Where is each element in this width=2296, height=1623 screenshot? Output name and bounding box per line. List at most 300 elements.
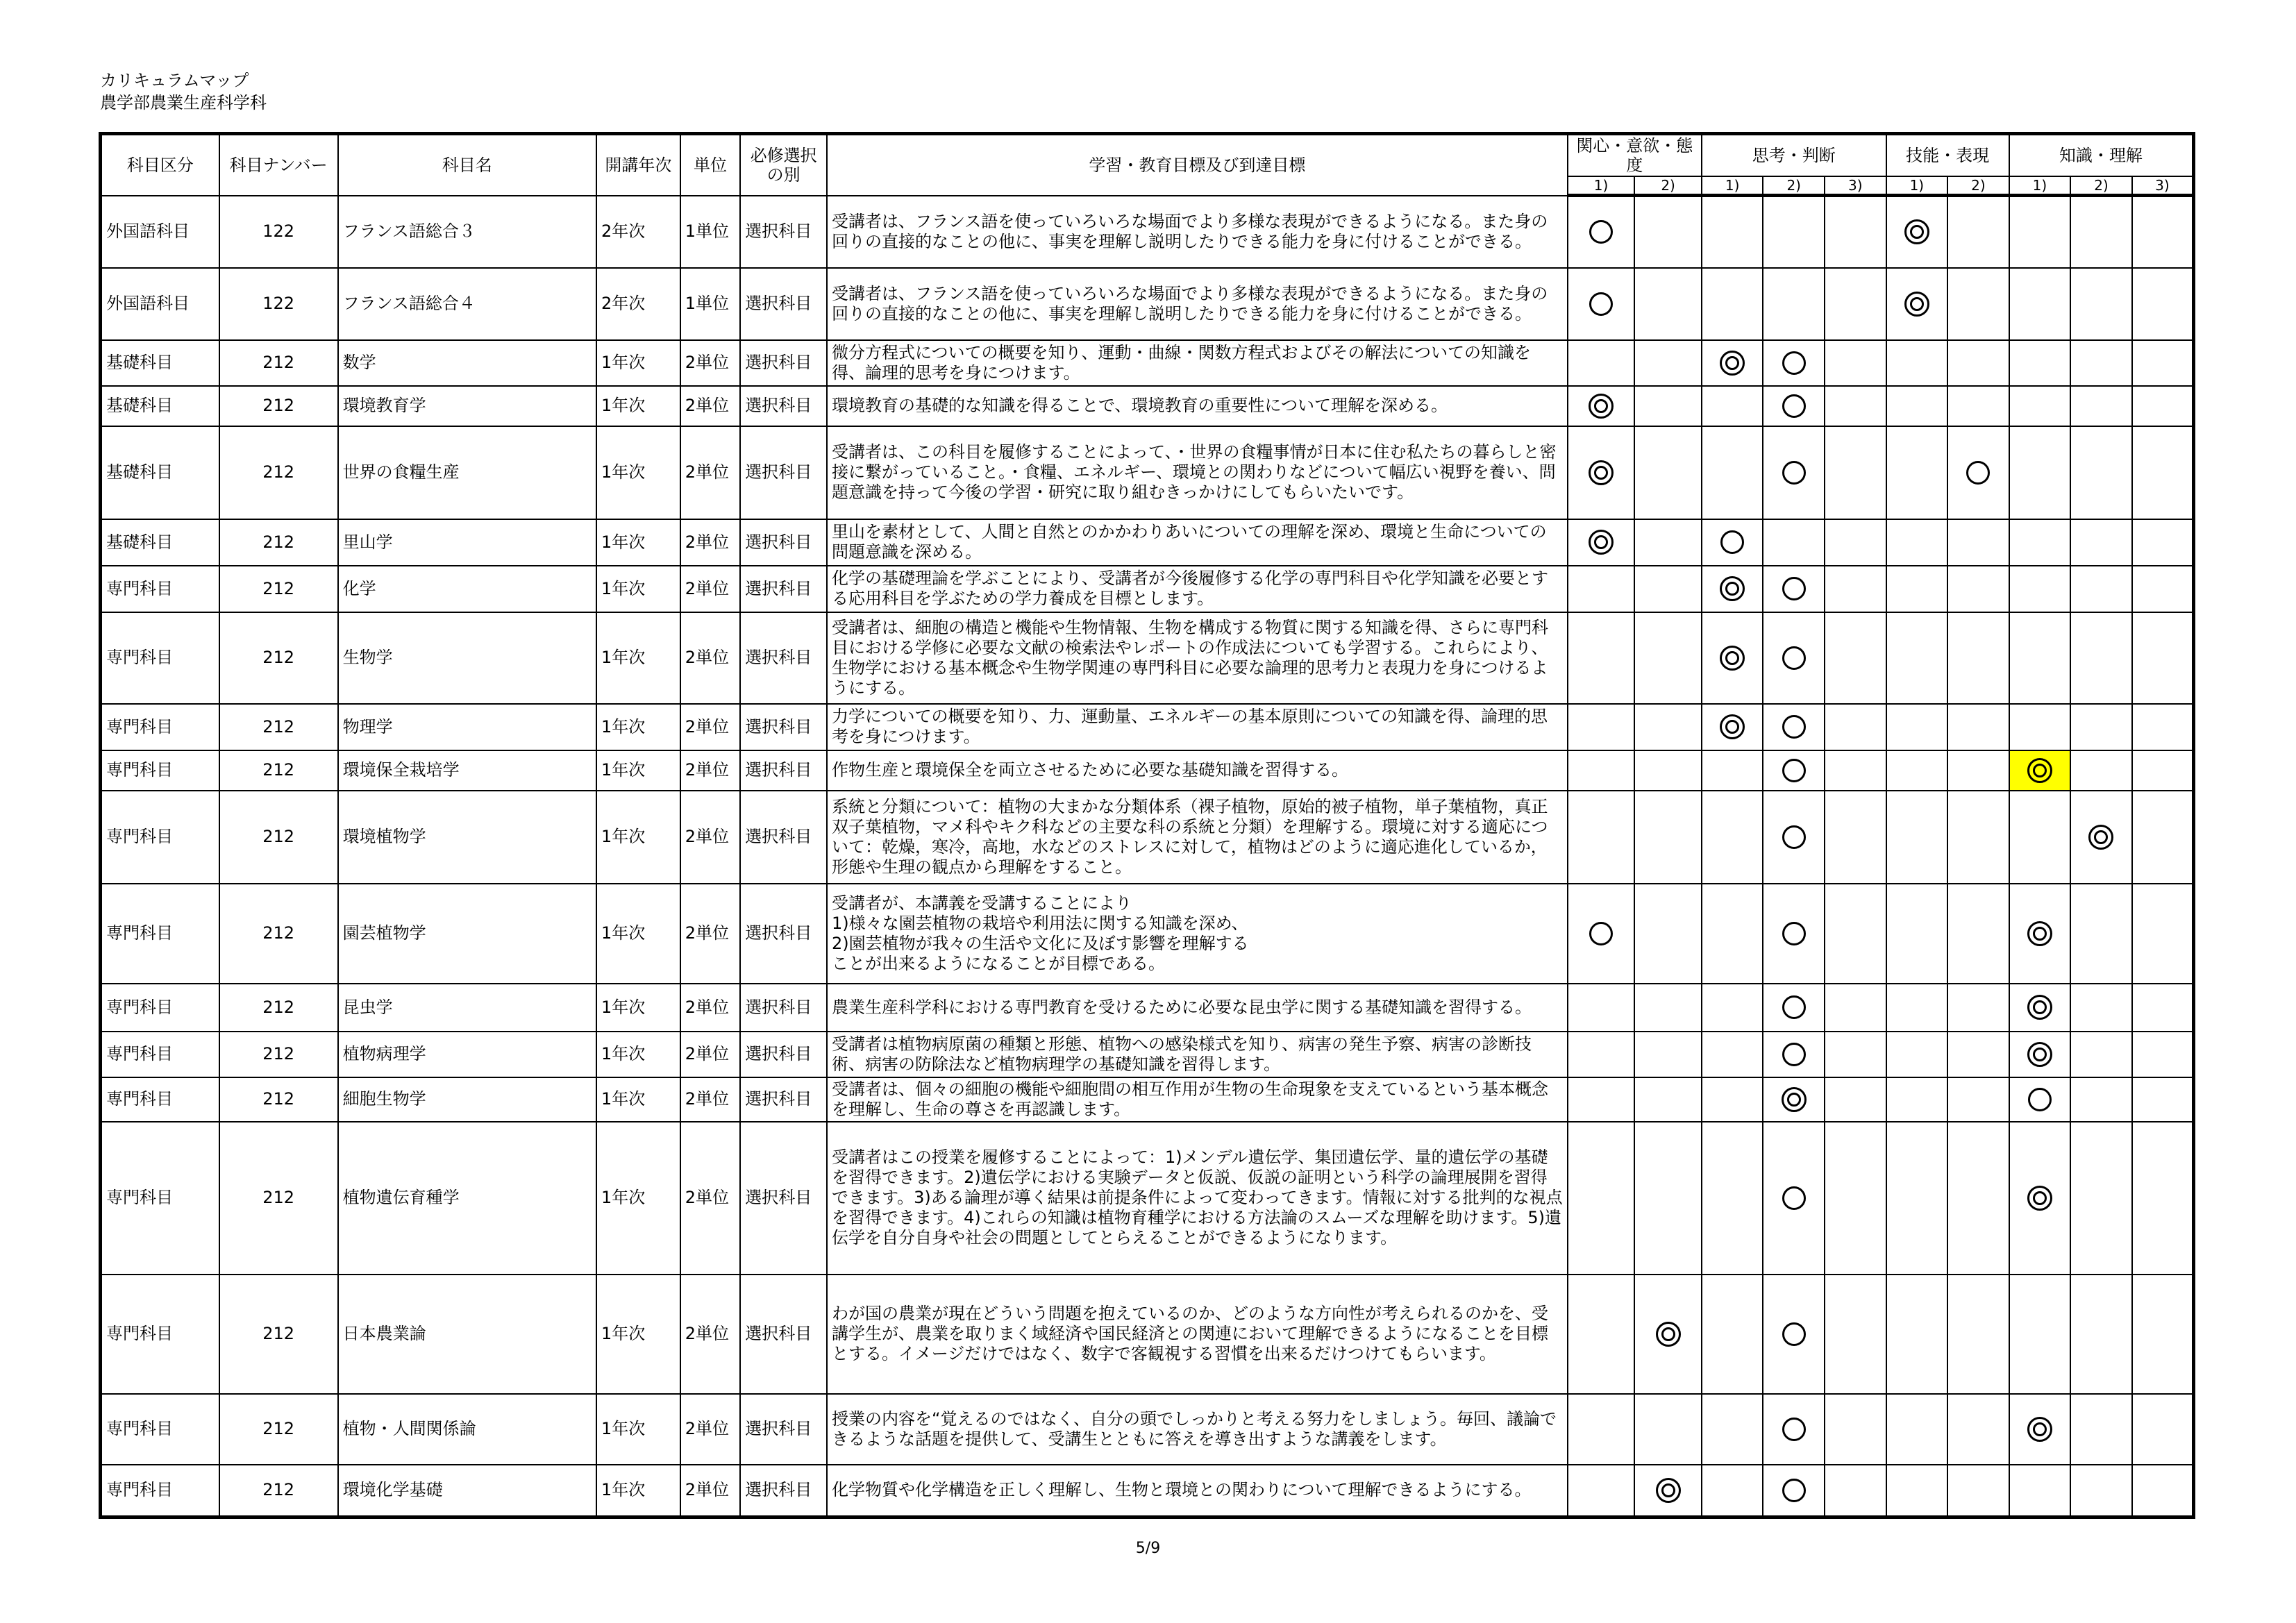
mark-cell xyxy=(1634,704,1702,750)
mark-cell xyxy=(2009,1077,2071,1122)
cell-unit: 2単位 xyxy=(680,386,741,426)
cell-number: 212 xyxy=(219,791,338,884)
double-circle-mark-icon xyxy=(1720,714,1745,739)
circle-mark-icon xyxy=(1782,394,1806,418)
cell-goal: 農業生産科学科における専門教育を受けるために必要な昆虫学に関する基礎知識を習得する。 xyxy=(827,984,1568,1032)
mark-cell xyxy=(1702,196,1763,268)
document-title: カリキュラムマップ xyxy=(100,71,249,90)
mark-cell xyxy=(2070,340,2132,386)
cell-unit: 2単位 xyxy=(680,704,741,750)
cell-goal: 受講者は、フランス語を使っていろいろな場面でより多様な表現ができるようになる。また身の回りの直接的なことの他に、事実を理解し説明したりできる能力を身に付けることができる。 xyxy=(827,268,1568,340)
double-circle-mark-icon xyxy=(2027,758,2052,783)
table-row xyxy=(101,426,2194,519)
mark-cell xyxy=(1568,268,1635,340)
double-circle-mark-icon xyxy=(2027,1417,2052,1442)
table-row xyxy=(101,1032,2194,1077)
mark-cell xyxy=(1947,984,2009,1032)
mark-cell xyxy=(1947,426,2009,519)
mark-cell xyxy=(1568,791,1635,884)
cell-goal: 受講者は、この科目を履修することによって、・世界の食糧事情が日本に住む私たちの暮らしと密接に繋がっていること。・食糧、エネルギー、環境との関わりなどについて幅広い視野を養い、問題意識を持って今後の学習・研究に取り組むきっかけにしてもらいたいです。 xyxy=(827,426,1568,519)
mark-cell xyxy=(1568,426,1635,519)
mark-cell xyxy=(1825,386,1886,426)
mark-cell xyxy=(1763,1122,1825,1275)
mark-cell xyxy=(1886,1032,1948,1077)
circle-mark-icon xyxy=(1966,461,1990,485)
mark-cell xyxy=(2132,268,2194,340)
cell-number: 122 xyxy=(219,196,338,268)
mark-cell xyxy=(1568,750,1635,791)
mark-cell xyxy=(2132,1275,2194,1394)
mark-cell xyxy=(1763,1394,1825,1465)
mark-cell xyxy=(1825,426,1886,519)
table-row xyxy=(101,519,2194,566)
cell-year: 1年次 xyxy=(596,750,680,791)
circle-mark-icon xyxy=(1782,759,1806,782)
cell-unit: 2単位 xyxy=(680,519,741,566)
mark-cell xyxy=(1886,519,1948,566)
mark-cell xyxy=(1825,1275,1886,1394)
mark-cell xyxy=(1763,704,1825,750)
mark-cell xyxy=(1568,1394,1635,1465)
mark-cell xyxy=(1886,196,1948,268)
mark-cell xyxy=(1947,519,2009,566)
department-name: 農学部農業生産科学科 xyxy=(100,93,267,112)
mark-cell xyxy=(1763,426,1825,519)
cell-year: 2年次 xyxy=(596,196,680,268)
mark-cell xyxy=(1634,519,1702,566)
mark-cell xyxy=(2009,386,2071,426)
mark-cell xyxy=(2070,1032,2132,1077)
mark-cell xyxy=(2132,196,2194,268)
mark-cell xyxy=(1886,1275,1948,1394)
mark-cell xyxy=(2132,884,2194,984)
table-row xyxy=(101,612,2194,704)
cell-category: 専門科目 xyxy=(101,1077,219,1122)
mark-cell xyxy=(2009,1122,2071,1275)
mark-cell xyxy=(2070,884,2132,984)
cell-unit: 1単位 xyxy=(680,268,741,340)
table-row xyxy=(101,984,2194,1032)
double-circle-mark-icon xyxy=(1720,646,1745,671)
mark-cell xyxy=(2009,1275,2071,1394)
double-circle-mark-icon xyxy=(1720,351,1745,376)
mark-cell xyxy=(2132,612,2194,704)
cell-unit: 2単位 xyxy=(680,1122,741,1275)
cell-goal: 作物生産と環境保全を両立させるために必要な基礎知識を習得する。 xyxy=(827,750,1568,791)
mark-cell xyxy=(1634,340,1702,386)
mark-cell xyxy=(2009,1032,2071,1077)
cell-year: 1年次 xyxy=(596,340,680,386)
cell-category: 専門科目 xyxy=(101,1394,219,1465)
cell-required: 選択科目 xyxy=(740,386,827,426)
mark-cell xyxy=(1825,196,1886,268)
mark-cell xyxy=(1702,340,1763,386)
cell-name: 園芸植物学 xyxy=(338,884,596,984)
mark-cell xyxy=(1886,1465,1948,1517)
circle-mark-icon xyxy=(1782,577,1806,600)
cell-category: 専門科目 xyxy=(101,1275,219,1394)
page-header xyxy=(100,69,267,114)
cell-required: 選択科目 xyxy=(740,566,827,612)
mark-cell xyxy=(2132,340,2194,386)
cell-unit: 2単位 xyxy=(680,1077,741,1122)
circle-mark-icon xyxy=(1782,461,1806,485)
mark-cell xyxy=(2009,566,2071,612)
double-circle-mark-icon xyxy=(1904,292,1929,317)
mark-cell xyxy=(1568,386,1635,426)
table-row xyxy=(101,196,2194,268)
cell-number: 212 xyxy=(219,1077,338,1122)
cell-unit: 2単位 xyxy=(680,791,741,884)
mark-cell xyxy=(2070,1077,2132,1122)
mark-cell xyxy=(2009,984,2071,1032)
cell-goal: 力学についての概要を知り、力、運動量、エネルギーの基本原則についての知識を得、論理的思考を身につけます。 xyxy=(827,704,1568,750)
cell-name: 化学 xyxy=(338,566,596,612)
cell-required: 選択科目 xyxy=(740,612,827,704)
header-group-thinking: 思考・判断 xyxy=(1702,134,1886,177)
cell-name: フランス語総合４ xyxy=(338,268,596,340)
double-circle-mark-icon xyxy=(2027,921,2052,946)
mark-cell xyxy=(1825,1394,1886,1465)
cell-required: 選択科目 xyxy=(740,1077,827,1122)
mark-cell xyxy=(1702,1394,1763,1465)
cell-goal: 受講者は、個々の細胞の機能や細胞間の相互作用が生物の生命現象を支えているという基本概念を理解し、生命の尊さを再認識します。 xyxy=(827,1077,1568,1122)
cell-category: 基礎科目 xyxy=(101,340,219,386)
subheader: 2) xyxy=(1763,176,1825,196)
mark-cell xyxy=(1947,884,2009,984)
mark-cell xyxy=(1947,1077,2009,1122)
mark-cell xyxy=(1634,268,1702,340)
mark-cell xyxy=(2070,196,2132,268)
mark-cell xyxy=(1568,1122,1635,1275)
mark-cell xyxy=(1763,1077,1825,1122)
mark-cell xyxy=(1568,1465,1635,1517)
mark-cell xyxy=(2009,791,2071,884)
mark-cell xyxy=(2009,340,2071,386)
header-group-attitude: 関心・意欲・態度 xyxy=(1568,134,1702,177)
mark-cell xyxy=(1763,519,1825,566)
cell-category: 専門科目 xyxy=(101,1032,219,1077)
mark-cell xyxy=(2009,268,2071,340)
mark-cell xyxy=(1825,1032,1886,1077)
double-circle-mark-icon xyxy=(2027,1042,2052,1067)
cell-name: 環境化学基礎 xyxy=(338,1465,596,1517)
mark-cell xyxy=(2132,1394,2194,1465)
mark-cell xyxy=(2132,566,2194,612)
table-row xyxy=(101,1394,2194,1465)
mark-cell xyxy=(1886,791,1948,884)
table-row xyxy=(101,750,2194,791)
mark-cell xyxy=(1702,612,1763,704)
circle-mark-icon xyxy=(1782,825,1806,849)
mark-cell xyxy=(1763,750,1825,791)
mark-cell xyxy=(2132,704,2194,750)
mark-cell xyxy=(1825,984,1886,1032)
mark-cell xyxy=(1825,791,1886,884)
table-row xyxy=(101,884,2194,984)
cell-name: 環境保全栽培学 xyxy=(338,750,596,791)
mark-cell xyxy=(1763,984,1825,1032)
mark-cell xyxy=(1634,386,1702,426)
cell-required: 選択科目 xyxy=(740,984,827,1032)
cell-category: 外国語科目 xyxy=(101,268,219,340)
mark-cell xyxy=(1947,340,2009,386)
mark-cell xyxy=(2132,386,2194,426)
mark-cell xyxy=(1634,612,1702,704)
double-circle-mark-icon xyxy=(1656,1478,1681,1503)
cell-required: 選択科目 xyxy=(740,704,827,750)
mark-cell xyxy=(2009,704,2071,750)
mark-cell xyxy=(1702,268,1763,340)
cell-category: 専門科目 xyxy=(101,612,219,704)
double-circle-mark-icon xyxy=(1589,460,1614,485)
mark-cell xyxy=(2070,426,2132,519)
subheader: 2) xyxy=(1634,176,1702,196)
circle-mark-icon xyxy=(1782,351,1806,375)
mark-cell xyxy=(1763,268,1825,340)
cell-required: 選択科目 xyxy=(740,884,827,984)
cell-category: 専門科目 xyxy=(101,566,219,612)
mark-cell xyxy=(1568,1077,1635,1122)
cell-category: 専門科目 xyxy=(101,1465,219,1517)
circle-mark-icon xyxy=(1782,1418,1806,1441)
page-number: 5/9 xyxy=(1135,1540,1161,1557)
cell-name: 里山学 xyxy=(338,519,596,566)
mark-cell xyxy=(2009,196,2071,268)
mark-cell xyxy=(1763,1032,1825,1077)
cell-unit: 2単位 xyxy=(680,612,741,704)
mark-cell xyxy=(2070,704,2132,750)
mark-cell xyxy=(1763,884,1825,984)
cell-unit: 1単位 xyxy=(680,196,741,268)
cell-unit: 2単位 xyxy=(680,750,741,791)
mark-cell xyxy=(1947,386,2009,426)
table-body xyxy=(101,196,2194,1517)
mark-cell xyxy=(1825,268,1886,340)
mark-cell xyxy=(1702,519,1763,566)
mark-cell xyxy=(1702,791,1763,884)
cell-number: 212 xyxy=(219,519,338,566)
mark-cell xyxy=(1825,1465,1886,1517)
mark-cell xyxy=(1634,1465,1702,1517)
mark-cell xyxy=(2132,750,2194,791)
mark-cell xyxy=(1568,519,1635,566)
cell-goal: 化学の基礎理論を学ぶことにより、受講者が今後履修する化学の専門科目や化学知識を必要とする応用科目を学ぶための学力養成を目標とします。 xyxy=(827,566,1568,612)
double-circle-mark-icon xyxy=(1720,576,1745,601)
mark-cell xyxy=(1886,426,1948,519)
mark-cell xyxy=(1634,1394,1702,1465)
cell-year: 1年次 xyxy=(596,612,680,704)
mark-cell xyxy=(1634,1032,1702,1077)
mark-cell xyxy=(1702,1032,1763,1077)
mark-cell xyxy=(1763,196,1825,268)
cell-goal: 里山を素材として、人間と自然とのかかわりあいについての理解を深め、環境と生命についての問題意識を深める。 xyxy=(827,519,1568,566)
double-circle-mark-icon xyxy=(1589,530,1614,555)
mark-cell xyxy=(1568,1275,1635,1394)
cell-number: 212 xyxy=(219,1032,338,1077)
double-circle-mark-icon xyxy=(2027,995,2052,1020)
cell-category: 基礎科目 xyxy=(101,386,219,426)
cell-required: 選択科目 xyxy=(740,1394,827,1465)
cell-goal: 受講者はこの授業を履修することによって：1)メンデル遺伝学、集団遺伝学、量的遺伝学の基礎を習得できます。2)遺伝学における実験データと仮説、仮説の証明という科学の論理展開を習得できます。3)ある論理が導く結果は前提条件によって変わってきます。情報に対する批判的な視点を習得できます。4)これらの知識は植物育種学における方法論のスムーズな理解を助けます。5)遺伝学を自分自身や社会の問題としてとらえることができるようになります。 xyxy=(827,1122,1568,1275)
cell-unit: 2単位 xyxy=(680,1275,741,1394)
cell-required: 選択科目 xyxy=(740,1465,827,1517)
cell-year: 1年次 xyxy=(596,1077,680,1122)
mark-cell xyxy=(1702,386,1763,426)
mark-cell xyxy=(1947,1032,2009,1077)
table-row xyxy=(101,386,2194,426)
cell-year: 1年次 xyxy=(596,791,680,884)
mark-cell xyxy=(1763,1275,1825,1394)
header-unit: 単位 xyxy=(680,134,741,196)
cell-goal: わが国の農業が現在どういう問題を抱えているのか、どのような方向性が考えられるのかを、受講学生が、農業を取りまく域経済や国民経済との関連において理解できるようになることを目標とする。イメージだけではなく、数字で客観視する習慣を出来るだけつけてもらいます。 xyxy=(827,1275,1568,1394)
mark-cell xyxy=(2009,519,2071,566)
mark-cell xyxy=(2070,984,2132,1032)
mark-cell xyxy=(1763,386,1825,426)
circle-mark-icon xyxy=(1782,1186,1806,1210)
subheader: 1) xyxy=(1886,176,1948,196)
mark-cell xyxy=(1702,750,1763,791)
cell-goal: 受講者は、フランス語を使っていろいろな場面でより多様な表現ができるようになる。また身の回りの直接的なことの他に、事実を理解し説明したりできる能力を身に付けることができる。 xyxy=(827,196,1568,268)
mark-cell xyxy=(1568,984,1635,1032)
cell-number: 122 xyxy=(219,268,338,340)
table-row xyxy=(101,566,2194,612)
circle-mark-icon xyxy=(1782,1043,1806,1066)
cell-required: 選択科目 xyxy=(740,268,827,340)
cell-unit: 2単位 xyxy=(680,566,741,612)
mark-cell xyxy=(1634,426,1702,519)
cell-goal: 受講者は植物病原菌の種類と形態、植物への感染様式を知り、病害の発生予察、病害の診断技術、病害の防除法など植物病理学の基礎知識を習得します。 xyxy=(827,1032,1568,1077)
header-name: 科目名 xyxy=(338,134,596,196)
mark-cell xyxy=(2070,386,2132,426)
mark-cell xyxy=(2070,519,2132,566)
cell-year: 1年次 xyxy=(596,1032,680,1077)
cell-category: 専門科目 xyxy=(101,704,219,750)
subheader: 1) xyxy=(2009,176,2071,196)
cell-name: 日本農業論 xyxy=(338,1275,596,1394)
cell-name: フランス語総合３ xyxy=(338,196,596,268)
mark-cell xyxy=(1947,268,2009,340)
double-circle-mark-icon xyxy=(1782,1087,1807,1112)
cell-category: 専門科目 xyxy=(101,984,219,1032)
circle-mark-icon xyxy=(2028,1088,2052,1111)
cell-number: 212 xyxy=(219,704,338,750)
circle-mark-icon xyxy=(1589,922,1613,945)
mark-cell xyxy=(1763,791,1825,884)
mark-cell xyxy=(1634,884,1702,984)
cell-category: 専門科目 xyxy=(101,791,219,884)
cell-name: 環境教育学 xyxy=(338,386,596,426)
mark-cell xyxy=(1702,984,1763,1032)
mark-cell xyxy=(1947,612,2009,704)
mark-cell xyxy=(2070,1394,2132,1465)
mark-cell xyxy=(1886,884,1948,984)
mark-cell xyxy=(2009,1394,2071,1465)
mark-cell xyxy=(1886,1122,1948,1275)
cell-name: 植物遺伝育種学 xyxy=(338,1122,596,1275)
mark-cell xyxy=(1886,750,1948,791)
mark-cell xyxy=(1825,566,1886,612)
mark-cell xyxy=(1825,1122,1886,1275)
mark-cell xyxy=(1825,519,1886,566)
circle-mark-icon xyxy=(1589,220,1613,244)
cell-number: 212 xyxy=(219,426,338,519)
subheader: 3) xyxy=(2132,176,2194,196)
mark-cell xyxy=(1634,750,1702,791)
cell-unit: 2単位 xyxy=(680,340,741,386)
cell-required: 選択科目 xyxy=(740,519,827,566)
cell-number: 212 xyxy=(219,750,338,791)
cell-name: 植物病理学 xyxy=(338,1032,596,1077)
subheader: 1) xyxy=(1568,176,1635,196)
mark-cell xyxy=(1947,1275,2009,1394)
cell-year: 1年次 xyxy=(596,704,680,750)
cell-category: 外国語科目 xyxy=(101,196,219,268)
cell-required: 選択科目 xyxy=(740,1275,827,1394)
mark-cell xyxy=(1634,791,1702,884)
mark-cell xyxy=(1825,750,1886,791)
mark-cell xyxy=(1886,1077,1948,1122)
mark-cell xyxy=(1763,340,1825,386)
double-circle-mark-icon xyxy=(2088,825,2113,850)
mark-cell xyxy=(2070,750,2132,791)
header-required: 必修選択の別 xyxy=(740,134,827,196)
double-circle-mark-icon xyxy=(2027,1186,2052,1211)
cell-number: 212 xyxy=(219,984,338,1032)
cell-name: 植物・人間関係論 xyxy=(338,1394,596,1465)
circle-mark-icon xyxy=(1782,995,1806,1019)
mark-cell xyxy=(1947,704,2009,750)
table-row xyxy=(101,1077,2194,1122)
mark-cell xyxy=(2132,1077,2194,1122)
cell-goal: 受講者が、本講義を受講することにより 1)様々な園芸植物の栽培や利用法に関する知識を深め、 2)園芸植物が我々の生活や文化に及ぼす影響を理解する ことが出来るようになることが目標である。 xyxy=(827,884,1568,984)
mark-cell xyxy=(1947,791,2009,884)
mark-cell xyxy=(1634,1275,1702,1394)
mark-cell xyxy=(1702,566,1763,612)
mark-cell xyxy=(1886,340,1948,386)
subheader: 2) xyxy=(2070,176,2132,196)
cell-required: 選択科目 xyxy=(740,1122,827,1275)
cell-unit: 2単位 xyxy=(680,984,741,1032)
cell-name: 細胞生物学 xyxy=(338,1077,596,1122)
cell-category: 専門科目 xyxy=(101,1122,219,1275)
cell-category: 専門科目 xyxy=(101,750,219,791)
mark-cell xyxy=(1702,426,1763,519)
mark-cell xyxy=(1568,1032,1635,1077)
mark-cell xyxy=(1886,268,1948,340)
cell-year: 2年次 xyxy=(596,268,680,340)
cell-unit: 2単位 xyxy=(680,426,741,519)
mark-cell xyxy=(2070,268,2132,340)
mark-cell xyxy=(2009,426,2071,519)
cell-unit: 2単位 xyxy=(680,1465,741,1517)
mark-cell xyxy=(1763,1465,1825,1517)
mark-cell xyxy=(1568,704,1635,750)
circle-mark-icon xyxy=(1589,292,1613,316)
mark-cell xyxy=(2070,612,2132,704)
mark-cell xyxy=(2009,884,2071,984)
cell-number: 212 xyxy=(219,1122,338,1275)
mark-cell xyxy=(1568,884,1635,984)
cell-number: 212 xyxy=(219,1465,338,1517)
cell-number: 212 xyxy=(219,386,338,426)
cell-name: 数学 xyxy=(338,340,596,386)
mark-cell xyxy=(1947,566,2009,612)
cell-required: 選択科目 xyxy=(740,426,827,519)
cell-unit: 2単位 xyxy=(680,1394,741,1465)
mark-cell xyxy=(1634,1122,1702,1275)
mark-cell xyxy=(1568,566,1635,612)
